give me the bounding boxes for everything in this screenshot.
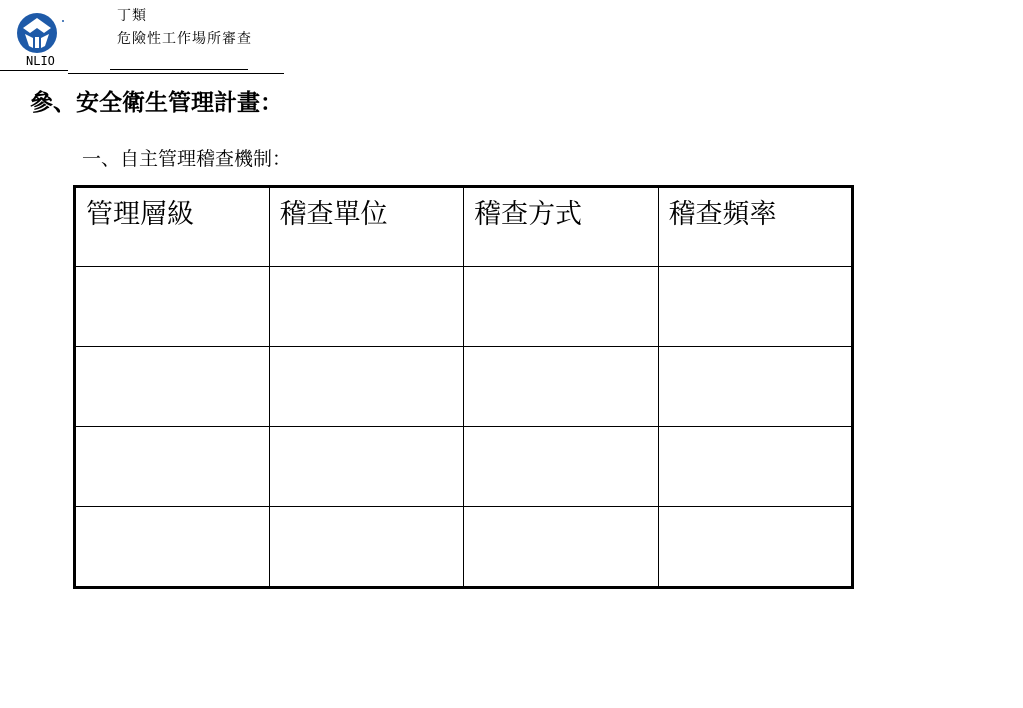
table-row: [75, 427, 853, 507]
column-header-audit-method: 稽查方式: [464, 187, 659, 267]
column-header-audit-unit: 稽查單位: [269, 187, 464, 267]
table-cell[interactable]: [75, 427, 270, 507]
document-category: 丁類: [117, 8, 147, 24]
table-cell[interactable]: [464, 267, 659, 347]
table-cell[interactable]: [75, 347, 270, 427]
nlio-logo-graphic: [13, 12, 65, 54]
table-cell[interactable]: [75, 507, 270, 588]
table-cell[interactable]: [269, 427, 464, 507]
table-cell[interactable]: [658, 347, 853, 427]
table-cell[interactable]: [269, 507, 464, 588]
table-cell[interactable]: [658, 507, 853, 588]
document-title: 危險性工作場所審查: [117, 31, 252, 47]
header-divider-left: [0, 70, 68, 71]
table-row: [75, 347, 853, 427]
table-header-row: [75, 187, 853, 267]
table-cell[interactable]: [464, 507, 659, 588]
column-header-management-level: 管理層級: [75, 187, 270, 267]
header-divider-right: [68, 73, 284, 74]
header-divider-mid: [110, 69, 248, 70]
table-cell[interactable]: [75, 267, 270, 347]
table-cell[interactable]: [658, 267, 853, 347]
audit-mechanism-table: [73, 185, 854, 589]
subsection-heading: 一、自主管理稽查機制：: [82, 148, 292, 170]
table-cell[interactable]: [658, 427, 853, 507]
section-heading: 參、安全衛生管理計畫：: [30, 90, 283, 116]
table-cell[interactable]: [464, 427, 659, 507]
logo-caption: NLIO: [26, 54, 55, 68]
column-header-audit-frequency: 稽查頻率: [658, 187, 853, 267]
table-row: [75, 267, 853, 347]
table-cell[interactable]: [269, 347, 464, 427]
table-cell[interactable]: [464, 347, 659, 427]
table-row: [75, 507, 853, 588]
nlio-logo-icon: [13, 12, 65, 54]
table-cell[interactable]: [269, 267, 464, 347]
